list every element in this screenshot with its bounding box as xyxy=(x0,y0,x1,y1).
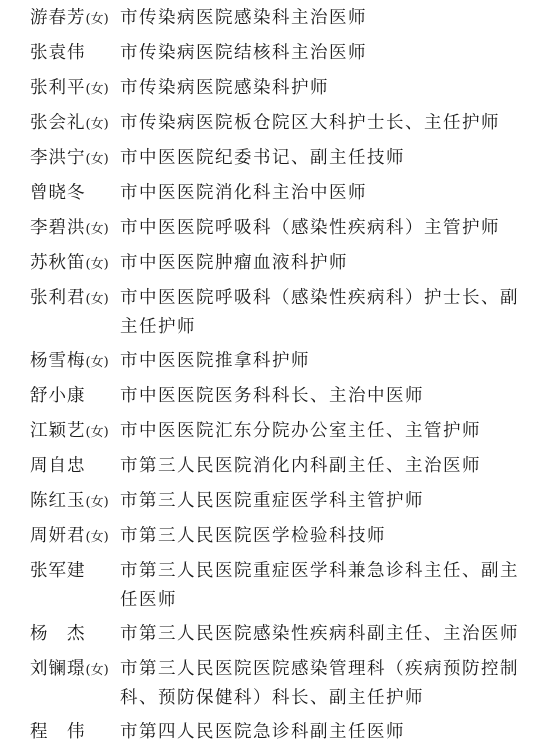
position-line: 市第三人民医院重症医学科兼急诊科主任、副主 xyxy=(120,561,519,581)
person-name xyxy=(0,144,120,174)
list-item xyxy=(0,39,541,69)
list-item xyxy=(0,249,541,279)
person-name-text: 刘镧璟 xyxy=(30,659,86,679)
person-name-text: 张军建 xyxy=(30,561,86,581)
position-line: 市中医医院汇东分院办公室主任、主管护师 xyxy=(120,421,481,441)
list-item xyxy=(0,284,541,342)
position-line: 市传染病医院板仓院区大科护士长、主任护师 xyxy=(120,113,500,133)
position-line: 市中医医院肿瘤血液科护师 xyxy=(120,253,348,273)
person-name-text: 曾晓冬 xyxy=(30,183,86,203)
position-line: 市传染病医院结核科主治医师 xyxy=(120,43,367,63)
gender-mark: (女) xyxy=(85,495,109,510)
position-description xyxy=(120,284,541,342)
person-name xyxy=(0,620,120,650)
person-name xyxy=(0,382,120,412)
person-name xyxy=(0,487,120,517)
gender-mark: (女) xyxy=(85,152,109,167)
list-item xyxy=(0,557,541,615)
person-name xyxy=(0,39,120,69)
position-line: 市中医医院医务科科长、主治中医师 xyxy=(120,386,424,406)
position-description xyxy=(120,4,541,33)
gender-mark: (女) xyxy=(85,355,109,370)
position-line: 市中医医院纪委书记、副主任技师 xyxy=(120,148,405,168)
gender-mark: (女) xyxy=(85,292,109,307)
person-name xyxy=(0,347,120,377)
person-name xyxy=(0,557,120,587)
position-description xyxy=(120,522,541,551)
position-line: 市中医医院消化科主治中医师 xyxy=(120,183,367,203)
position-line: 市第三人民医院消化内科副主任、主治医师 xyxy=(120,456,481,476)
position-line: 科、预防保健科）科长、副主任护师 xyxy=(120,688,424,708)
list-item xyxy=(0,4,541,34)
list-item xyxy=(0,655,541,713)
person-name-text: 江颖艺 xyxy=(30,421,86,441)
person-name-text: 张利君 xyxy=(30,288,86,308)
position-line: 市中医医院推拿科护师 xyxy=(120,351,310,371)
position-description xyxy=(120,144,541,173)
position-description xyxy=(120,347,541,376)
person-name xyxy=(0,214,120,244)
position-line: 市中医医院呼吸科（感染性疾病科）主管护师 xyxy=(120,218,500,238)
list-item xyxy=(0,144,541,174)
person-name xyxy=(0,655,120,685)
person-name-text: 张利平 xyxy=(30,78,86,98)
person-name-text: 周自忠 xyxy=(30,456,86,476)
gender-mark: (女) xyxy=(85,222,109,237)
gender-mark: (女) xyxy=(85,425,109,440)
list-item xyxy=(0,179,541,209)
person-name xyxy=(0,417,120,447)
person-name-text: 张会礼 xyxy=(30,113,86,133)
position-description xyxy=(120,718,541,747)
position-description xyxy=(120,557,541,615)
position-description xyxy=(120,179,541,208)
position-description xyxy=(120,655,541,713)
person-name xyxy=(0,452,120,482)
position-description xyxy=(120,249,541,278)
list-item xyxy=(0,109,541,139)
person-name-text: 杨雪梅 xyxy=(30,351,86,371)
list-item xyxy=(0,452,541,482)
position-line: 市第三人民医院感染性疾病科副主任、主治医师 xyxy=(120,624,519,644)
position-line: 市传染病医院感染科主治医师 xyxy=(120,8,367,28)
person-name-text: 张袁伟 xyxy=(30,43,86,63)
gender-mark: (女) xyxy=(85,530,109,545)
person-name-text: 舒小康 xyxy=(30,386,86,406)
position-description xyxy=(120,39,541,68)
person-name xyxy=(0,109,120,139)
honor-list xyxy=(0,4,541,753)
position-line: 市中医医院呼吸科（感染性疾病科）护士长、副 xyxy=(120,288,519,308)
person-name-text: 游春芳 xyxy=(30,8,86,28)
gender-mark: (女) xyxy=(85,82,109,97)
list-item xyxy=(0,214,541,244)
person-name-text: 苏秋笛 xyxy=(30,253,86,273)
position-description xyxy=(120,214,541,243)
gender-mark: (女) xyxy=(85,257,109,272)
position-description xyxy=(120,452,541,481)
person-name xyxy=(0,179,120,209)
position-description xyxy=(120,109,541,138)
person-name-text: 陈红玉 xyxy=(30,491,86,511)
position-line: 市第四人民医院急诊科副主任医师 xyxy=(120,722,405,742)
list-item xyxy=(0,74,541,104)
position-description xyxy=(120,74,541,103)
person-name xyxy=(0,522,120,552)
person-name-text: 杨 杰 xyxy=(30,624,86,644)
list-item xyxy=(0,522,541,552)
person-name-text: 李碧洪 xyxy=(30,218,86,238)
list-item xyxy=(0,347,541,377)
list-item xyxy=(0,718,541,748)
list-item xyxy=(0,620,541,650)
position-line: 市第三人民医院医学检验科技师 xyxy=(120,526,386,546)
position-line: 市第三人民医院医院感染管理科（疾病预防控制 xyxy=(120,659,519,679)
gender-mark: (女) xyxy=(85,663,109,678)
position-line: 任医师 xyxy=(120,590,177,610)
person-name xyxy=(0,74,120,104)
position-line: 市第三人民医院重症医学科主管护师 xyxy=(120,491,424,511)
position-description xyxy=(120,417,541,446)
position-description xyxy=(120,620,541,649)
position-line: 主任护师 xyxy=(120,317,196,337)
person-name-text: 程 伟 xyxy=(30,722,86,742)
person-name-text: 李洪宁 xyxy=(30,148,86,168)
person-name xyxy=(0,284,120,314)
person-name-text: 周妍君 xyxy=(30,526,86,546)
person-name xyxy=(0,249,120,279)
list-item xyxy=(0,487,541,517)
position-description xyxy=(120,487,541,516)
list-item xyxy=(0,417,541,447)
position-line: 市传染病医院感染科护师 xyxy=(120,78,329,98)
gender-mark: (女) xyxy=(85,117,109,132)
list-item xyxy=(0,382,541,412)
position-description xyxy=(120,382,541,411)
person-name xyxy=(0,4,120,34)
gender-mark: (女) xyxy=(85,12,109,27)
person-name xyxy=(0,718,120,748)
